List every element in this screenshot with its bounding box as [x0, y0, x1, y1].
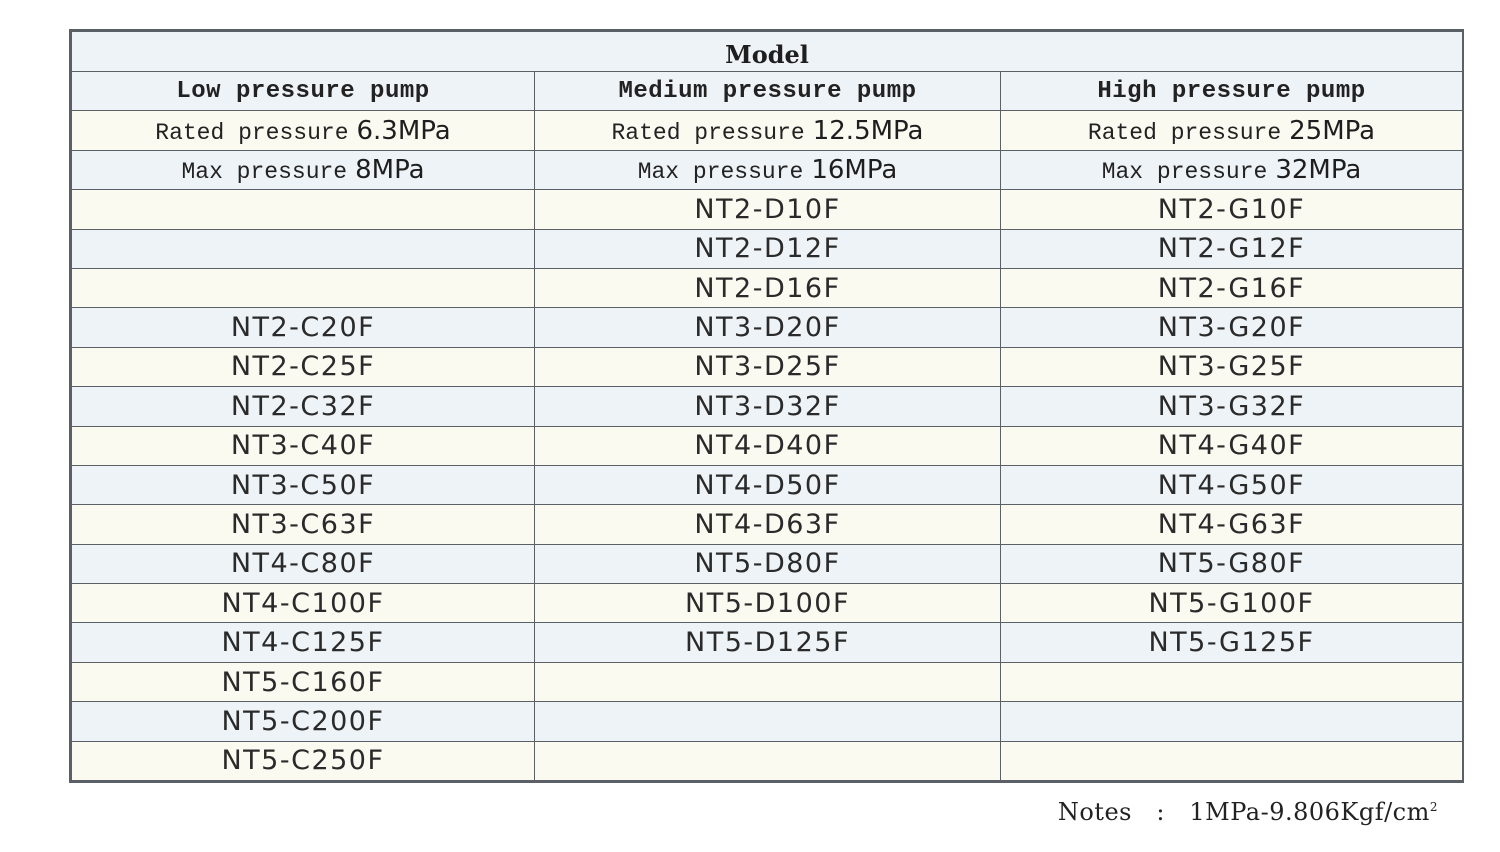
- low-pressure-model: NT3-C63F: [72, 505, 535, 544]
- low-pressure-model: NT4-C125F: [72, 623, 535, 662]
- max-pressure-value: 8MPa: [355, 154, 425, 185]
- medium-pressure-model: NT2-D12F: [535, 229, 1001, 268]
- high-pressure-model: NT5-G125F: [1001, 623, 1463, 662]
- medium-max-pressure: [535, 150, 1001, 189]
- rated-pressure-label: Rated pressure: [1087, 119, 1282, 146]
- low-pressure-model: NT3-C40F: [72, 426, 535, 465]
- rated-pressure-label: Rated pressure: [611, 119, 805, 146]
- notes-label: Notes: [1057, 798, 1132, 826]
- pump-type-row: [72, 72, 1463, 111]
- rated-pressure-row: [72, 111, 1463, 150]
- low-rated-pressure: [72, 111, 535, 150]
- low-max-pressure: [72, 150, 535, 189]
- medium-pressure-model: [535, 741, 1001, 780]
- high-pressure-pump-header: High pressure pump: [1001, 72, 1463, 111]
- table-row: [72, 584, 1463, 623]
- high-pressure-model: [1001, 741, 1463, 780]
- pump-model-table: [71, 31, 1463, 781]
- medium-rated-pressure: [535, 111, 1001, 150]
- medium-pressure-model: [535, 662, 1001, 701]
- medium-pressure-model: NT2-D16F: [535, 268, 1001, 307]
- table-title-row: [72, 32, 1463, 72]
- max-pressure-value: 32MPa: [1275, 154, 1362, 185]
- table-row: [72, 741, 1463, 780]
- low-pressure-model: NT4-C80F: [72, 544, 535, 583]
- medium-pressure-model: NT2-D10F: [535, 190, 1001, 229]
- medium-pressure-model: NT3-D25F: [535, 347, 1001, 386]
- high-pressure-model: [1001, 662, 1463, 701]
- medium-pressure-model: NT4-D50F: [535, 465, 1001, 504]
- table-row: [72, 505, 1463, 544]
- high-pressure-model: NT5-G100F: [1001, 584, 1463, 623]
- rated-pressure-value: 25MPa: [1289, 115, 1376, 146]
- high-pressure-model: NT4-G40F: [1001, 426, 1463, 465]
- max-pressure-label: Max pressure: [181, 158, 348, 185]
- medium-pressure-model: NT5-D125F: [535, 623, 1001, 662]
- low-pressure-model: NT2-C32F: [72, 387, 535, 426]
- low-pressure-model: NT5-C160F: [72, 662, 535, 701]
- low-pressure-model: NT4-C100F: [72, 584, 535, 623]
- notes: [1058, 798, 1438, 826]
- max-pressure-row: [72, 150, 1463, 189]
- notes-text: 1MPa-9.806Kgf/cm: [1189, 798, 1430, 826]
- rated-pressure-value: 12.5MPa: [812, 115, 924, 146]
- low-pressure-pump-header: Low pressure pump: [72, 72, 535, 111]
- medium-pressure-model: NT4-D40F: [535, 426, 1001, 465]
- low-pressure-model: [72, 190, 535, 229]
- low-pressure-model: NT5-C200F: [72, 702, 535, 741]
- low-pressure-model: NT2-C25F: [72, 347, 535, 386]
- low-pressure-model: NT5-C250F: [72, 741, 535, 780]
- high-pressure-model: NT3-G32F: [1001, 387, 1463, 426]
- model-rows: [72, 190, 1463, 781]
- table-row: [72, 465, 1463, 504]
- high-pressure-model: NT2-G16F: [1001, 268, 1463, 307]
- high-max-pressure: [1001, 150, 1463, 189]
- rated-pressure-label: Rated pressure: [155, 119, 349, 146]
- high-pressure-model: NT5-G80F: [1001, 544, 1463, 583]
- medium-pressure-model: NT5-D100F: [535, 584, 1001, 623]
- table-row: [72, 426, 1463, 465]
- notes-superscript: 2: [1429, 800, 1438, 814]
- table-row: [72, 308, 1463, 347]
- table-row: [72, 268, 1463, 307]
- max-pressure-label: Max pressure: [1101, 158, 1268, 185]
- low-pressure-model: [72, 229, 535, 268]
- table-row: [72, 229, 1463, 268]
- max-pressure-value: 16MPa: [811, 154, 898, 185]
- table-row: [72, 347, 1463, 386]
- rated-pressure-value: 6.3MPa: [356, 115, 451, 146]
- table-row: [72, 662, 1463, 701]
- table-row: [72, 623, 1463, 662]
- table-row: [72, 702, 1463, 741]
- low-pressure-model: NT3-C50F: [72, 465, 535, 504]
- table-title: Model: [72, 32, 1463, 72]
- low-pressure-model: [72, 268, 535, 307]
- high-pressure-model: NT3-G25F: [1001, 347, 1463, 386]
- medium-pressure-model: [535, 702, 1001, 741]
- max-pressure-label: Max pressure: [637, 158, 804, 185]
- high-pressure-model: NT2-G12F: [1001, 229, 1463, 268]
- table-row: [72, 544, 1463, 583]
- pump-model-table-container: [69, 29, 1464, 783]
- medium-pressure-model: NT5-D80F: [535, 544, 1001, 583]
- high-pressure-model: [1001, 702, 1463, 741]
- low-pressure-model: NT2-C20F: [72, 308, 535, 347]
- medium-pressure-pump-header: Medium pressure pump: [535, 72, 1001, 111]
- high-rated-pressure: [1001, 111, 1463, 150]
- notes-separator: :: [1156, 798, 1165, 826]
- table-row: [72, 190, 1463, 229]
- table-row: [72, 387, 1463, 426]
- high-pressure-model: NT3-G20F: [1001, 308, 1463, 347]
- high-pressure-model: NT4-G50F: [1001, 465, 1463, 504]
- medium-pressure-model: NT3-D20F: [535, 308, 1001, 347]
- high-pressure-model: NT4-G63F: [1001, 505, 1463, 544]
- medium-pressure-model: NT4-D63F: [535, 505, 1001, 544]
- medium-pressure-model: NT3-D32F: [535, 387, 1001, 426]
- high-pressure-model: NT2-G10F: [1001, 190, 1463, 229]
